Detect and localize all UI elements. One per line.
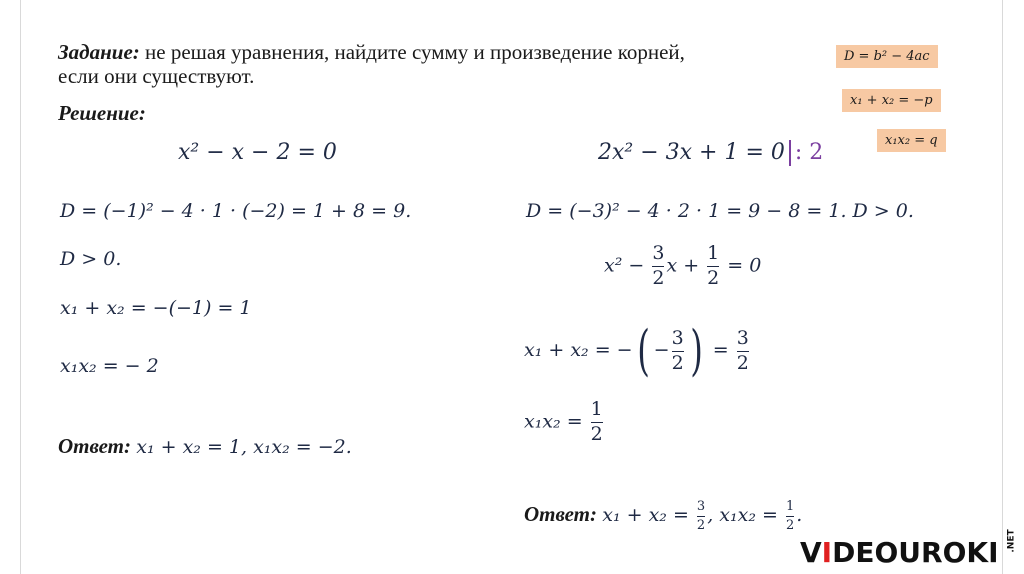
reduced-eq-mid: x + xyxy=(666,254,706,277)
videouroki-logo xyxy=(800,529,1024,569)
right-answer-text xyxy=(602,499,803,533)
left-answer xyxy=(58,434,352,459)
fraction-3-2 xyxy=(736,326,749,374)
frac-num: 3 xyxy=(652,242,665,264)
frac-num: 3 xyxy=(671,326,684,349)
right-border-line xyxy=(1002,0,1003,574)
right-discriminant: D = (−3)² − 4 · 2 · 1 = 9 − 8 = 1. D > 0. xyxy=(526,200,914,222)
frac-den: 2 xyxy=(652,266,665,289)
answer-end: . xyxy=(796,504,803,527)
reduced-eq-end: = 0 xyxy=(721,254,762,277)
fraction-3-2 xyxy=(671,326,684,374)
left-answer-text: x₁ + x₂ = 1, x₁x₂ = −2. xyxy=(136,436,352,458)
sum-equals: = xyxy=(706,339,735,361)
formula-vieta-product: x₁x₂ = q xyxy=(877,129,946,152)
solution-label: Решение: xyxy=(58,101,146,125)
fraction-3-2 xyxy=(652,244,664,289)
text-cursor xyxy=(789,140,791,166)
frac-num: 3 xyxy=(736,326,749,349)
right-product xyxy=(524,400,605,445)
frac-num: 1 xyxy=(707,242,720,264)
frac-den: 2 xyxy=(736,351,749,374)
logo-rest: DEOUROKI xyxy=(832,536,999,569)
left-answer-label: Ответ: xyxy=(58,434,131,458)
left-border-line xyxy=(20,0,21,574)
task-statement xyxy=(58,40,838,88)
frac-den: 2 xyxy=(671,351,684,374)
right-answer-label: Ответ: xyxy=(524,502,597,527)
logo-v: V xyxy=(800,536,822,569)
answer-sum: x₁ + x₂ = xyxy=(602,504,695,527)
right-sum: x₁ + x₂ = −( − $\frac{3}{2}$ ) = $\frac{3}{2}$ xyxy=(524,319,749,382)
left-discriminant: D = (−1)² − 4 · 1 · (−2) = 1 + 8 = 9. xyxy=(60,200,412,222)
frac-den: 2 xyxy=(785,517,795,533)
right-reduced-equation xyxy=(604,244,761,289)
left-sum: x₁ + x₂ = −(−1) = 1 xyxy=(60,297,252,319)
left-equation: x² − x − 2 = 0 xyxy=(178,140,337,165)
fraction-1-2 xyxy=(786,500,794,532)
frac-den: 2 xyxy=(696,517,706,533)
task-text-line2: если они существуют. xyxy=(58,64,255,88)
reduced-eq-start: x² − xyxy=(604,254,651,277)
right-equation-text: 2x² − 3x + 1 = 0 xyxy=(598,140,785,165)
right-equation xyxy=(598,140,823,166)
right-answer xyxy=(524,500,802,532)
logo-i: I xyxy=(821,536,833,569)
formula-discriminant: D = b² − 4ac xyxy=(836,45,938,68)
formula-vieta-sum: x₁ + x₂ = −p xyxy=(842,89,941,112)
task-label: Задание: xyxy=(58,40,140,64)
frac-den: 2 xyxy=(707,266,720,289)
answer-product: , x₁x₂ = xyxy=(707,504,784,527)
sum-minus: − xyxy=(653,339,670,361)
product-start: x₁x₂ = xyxy=(524,410,589,433)
logo-net: .NET xyxy=(1007,529,1018,553)
right-divide-by: : 2 xyxy=(794,140,824,165)
left-d-positive: D > 0. xyxy=(60,248,122,270)
fraction-3-2 xyxy=(697,500,705,532)
left-product: x₁x₂ = − 2 xyxy=(60,355,159,377)
frac-num: 3 xyxy=(696,499,706,514)
frac-den: 2 xyxy=(590,422,603,445)
frac-num: 1 xyxy=(590,398,603,420)
fraction-1-2 xyxy=(707,244,719,289)
sum-start: x₁ + x₂ = − xyxy=(524,339,633,361)
frac-num: 1 xyxy=(785,499,795,514)
task-text-line1: не решая уравнения, найдите сумму и произведение корней, xyxy=(139,40,685,64)
fraction-1-2 xyxy=(591,400,603,445)
